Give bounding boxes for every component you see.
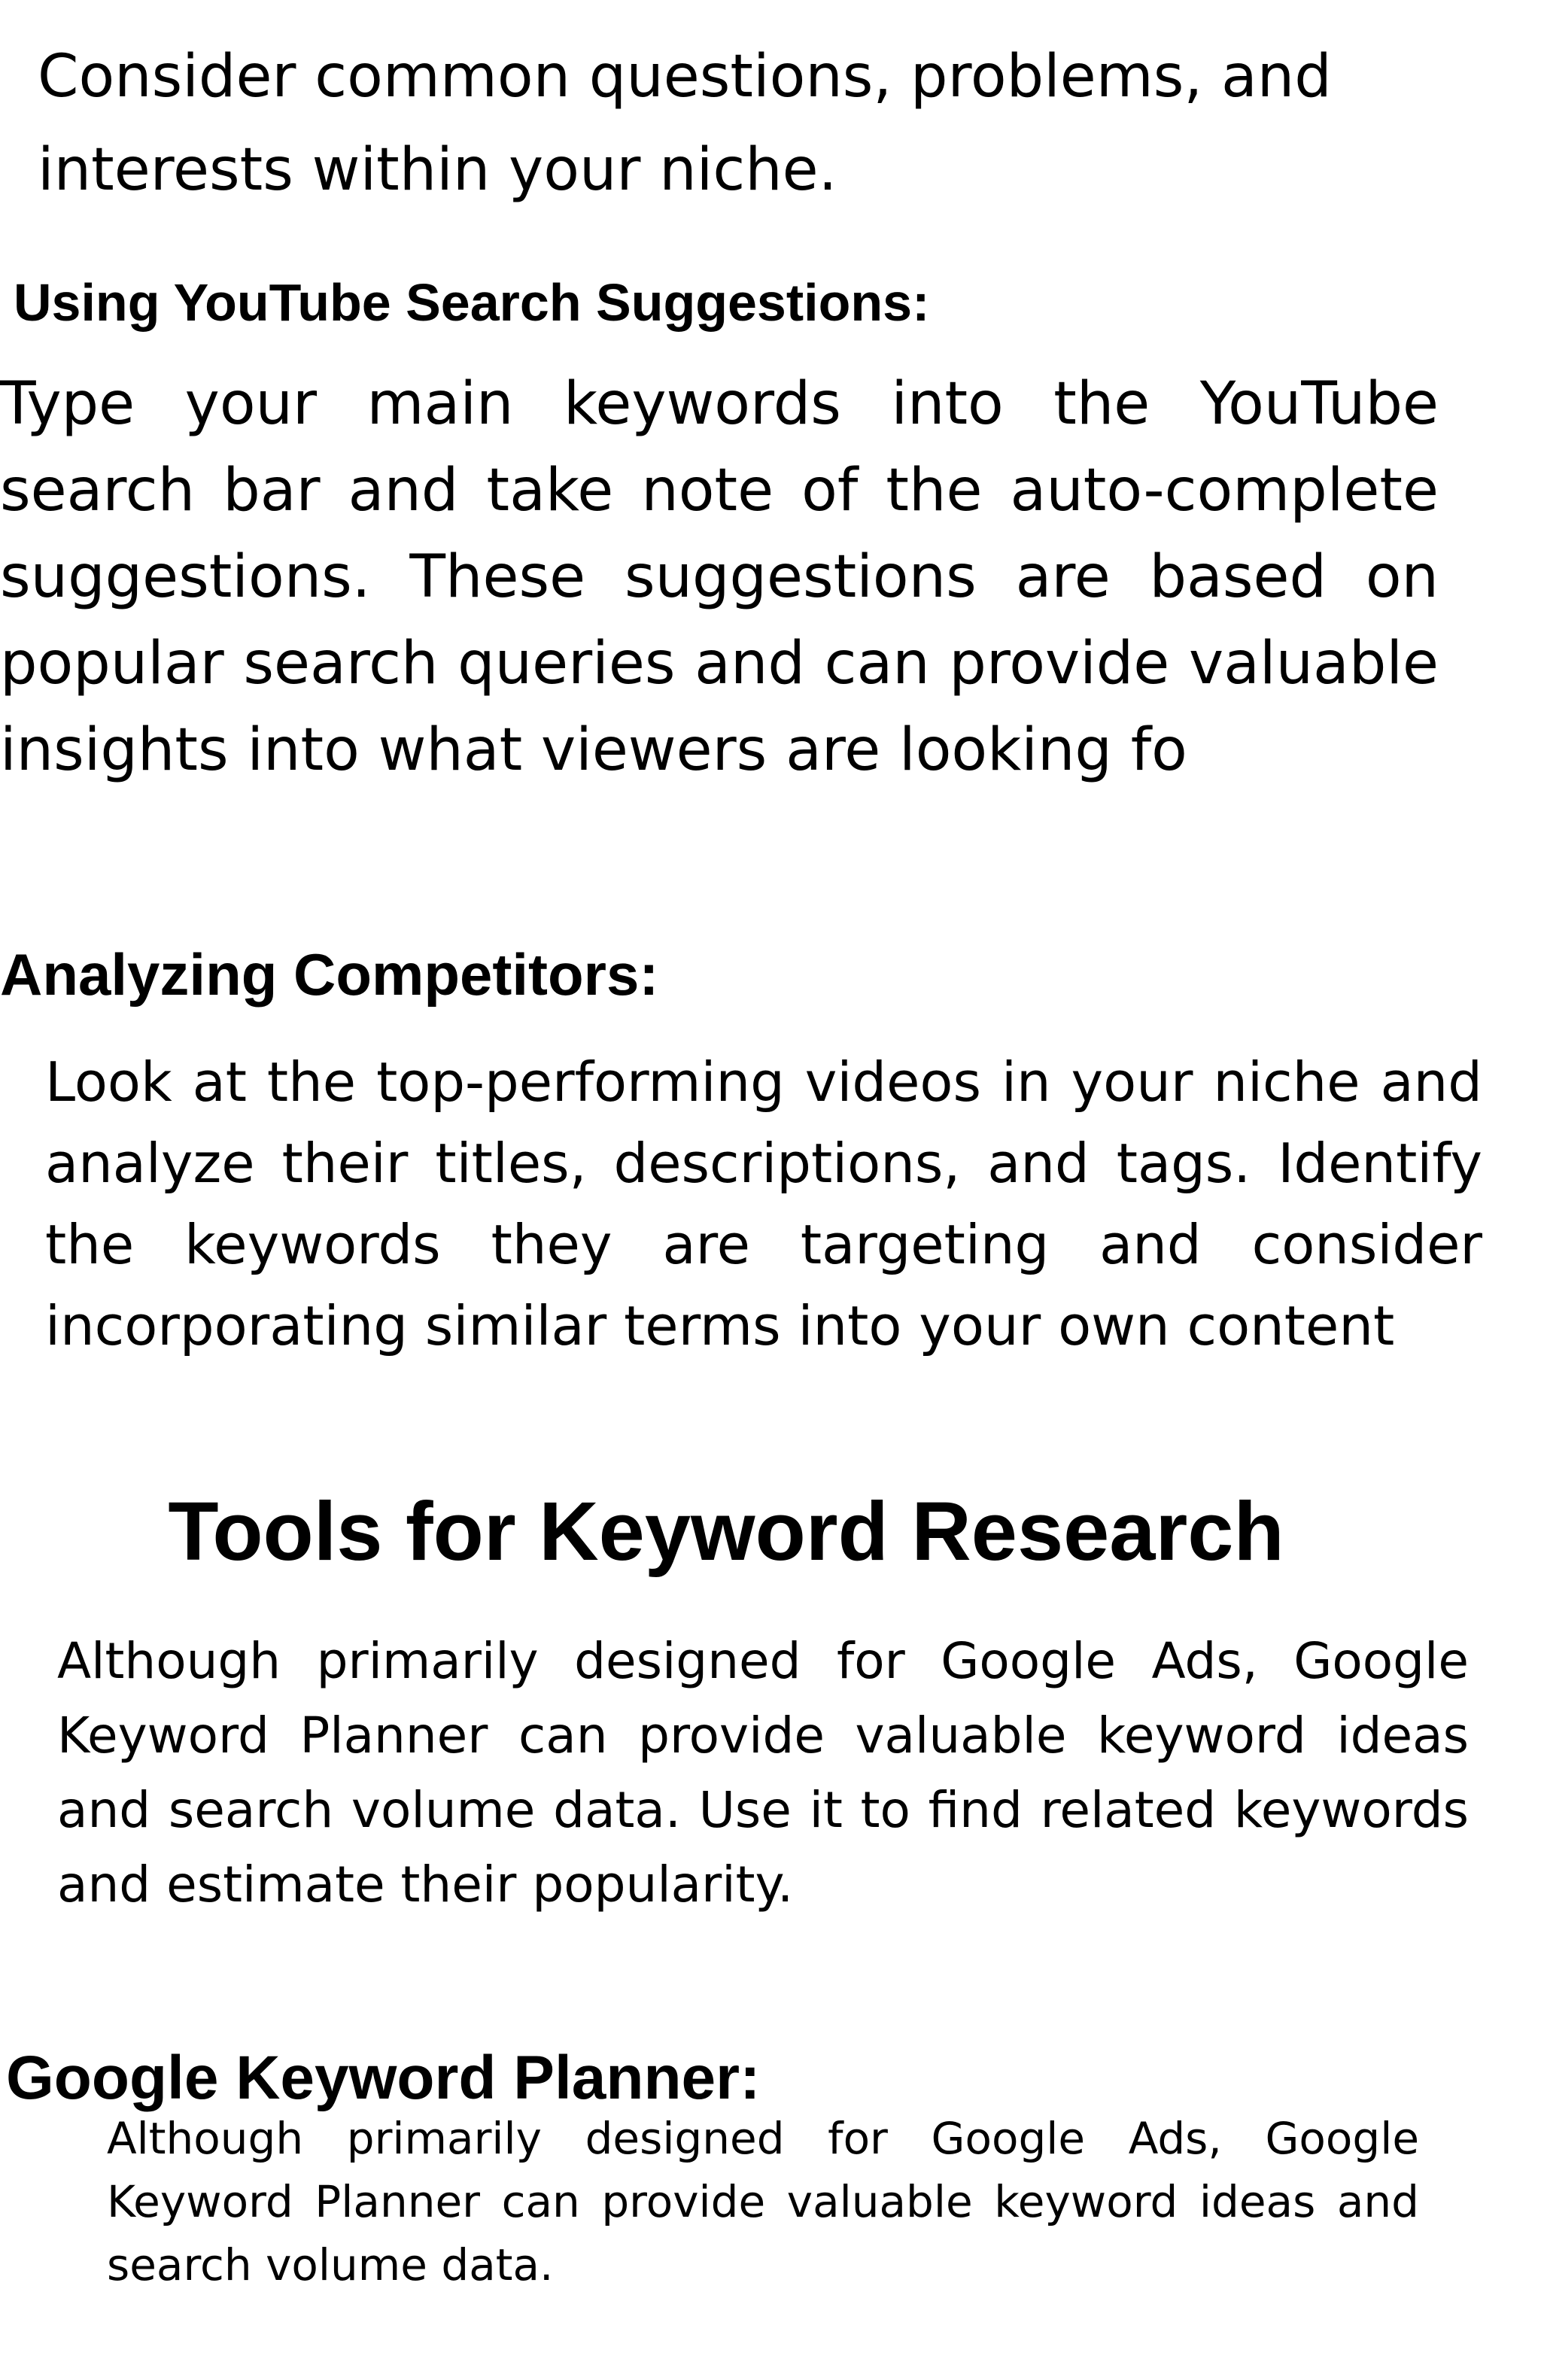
intro-paragraph: Consider common questions, problems, and interests within your niche. bbox=[38, 43, 1332, 204]
competitors-paragraph: Look at the top-performing videos in your niche and analyze their titles, descriptions, and tags. Identify the keywords they are targeting and consider incorporating similar terms into your own content bbox=[45, 1050, 1482, 1357]
keyword-planner-paragraph: Although primarily designed for Google Ads, Google Keyword Planner can provide valuable keyword ideas and search volume data. bbox=[107, 2113, 1419, 2290]
competitors-heading: Analyzing Competitors: bbox=[0, 941, 659, 1008]
tools-paragraph: Although primarily designed for Google Ads, Google Keyword Planner can provide valuable keyword ideas and search volume data. Use it to find related keywords and estimate their popularity. bbox=[57, 1632, 1469, 1913]
youtube-search-paragraph: Type your main keywords into the YouTube search bar and take note of the auto-complete suggestions. These suggestions are based on popular search queries and can provide valuable insights into what viewers are looking fo bbox=[0, 370, 1439, 784]
keyword-planner-heading: Google Keyword Planner: bbox=[6, 2044, 761, 2112]
tools-heading: Tools for Keyword Research bbox=[168, 1485, 1284, 1578]
youtube-search-heading: Using YouTube Search Suggestions: bbox=[14, 273, 930, 332]
